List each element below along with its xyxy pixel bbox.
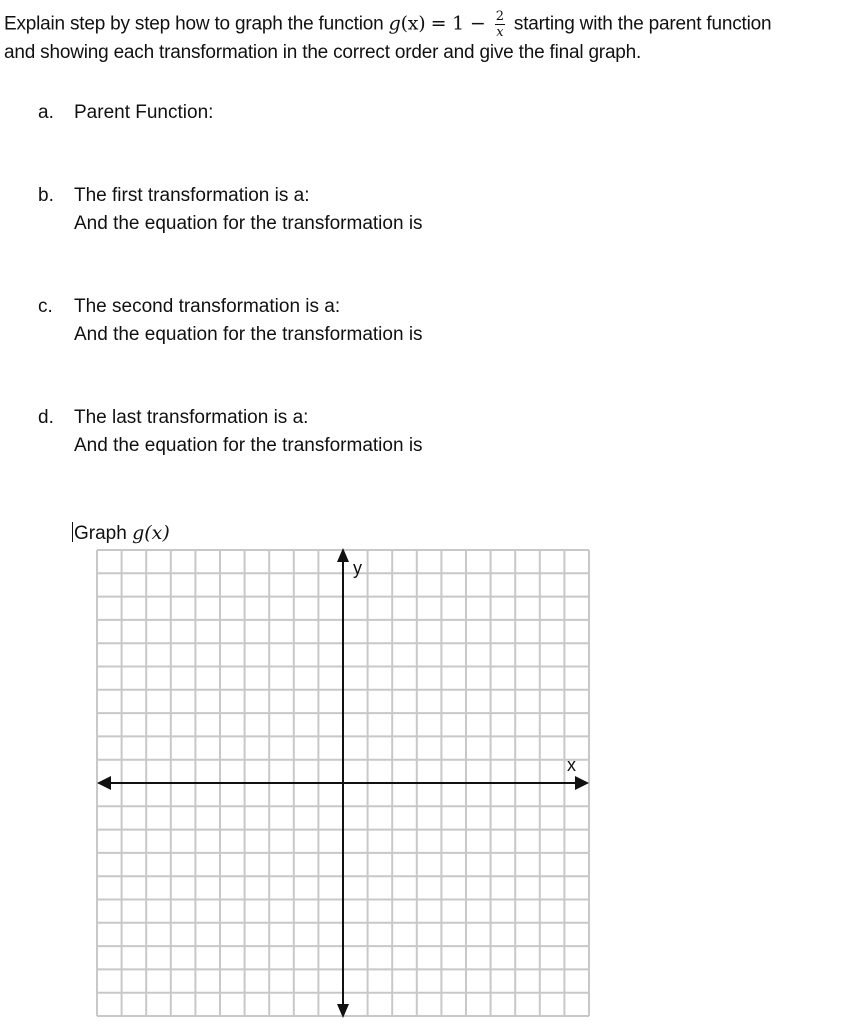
function-equals: = 1 − <box>430 12 486 35</box>
item-d-text: The last transformation is a: <box>74 407 309 428</box>
fraction-denominator: x <box>496 25 504 40</box>
fraction-numerator: 2 <box>495 9 504 24</box>
x-axis-arrow-left-icon <box>97 776 111 790</box>
graph-label-text: Graph <box>74 523 127 544</box>
item-a-marker: a. <box>38 102 54 123</box>
function-name: g <box>388 12 401 35</box>
item-b-text: The first transformation is a: <box>74 185 310 206</box>
function-variable: (x) <box>400 12 426 35</box>
graph-label-function: g(x) <box>132 522 170 544</box>
item-b-marker: b. <box>38 185 54 206</box>
item-a-text: Parent Function: <box>74 102 214 123</box>
item-d-marker: d. <box>38 407 54 428</box>
question-line-2: and showing each transformation in the correct order and give the final graph. <box>4 42 642 63</box>
question-continuation: starting with the parent function <box>513 13 772 35</box>
item-d-equation-text: And the equation for the transformation is <box>74 435 423 456</box>
x-axis-arrow-right-icon <box>575 776 589 790</box>
item-c-marker: c. <box>38 296 53 317</box>
y-axis-label: y <box>353 558 362 578</box>
item-c-text: The second transformation is a: <box>74 296 341 317</box>
item-c-equation-text: And the equation for the transformation is <box>74 324 423 345</box>
x-axis-label: x <box>567 755 576 775</box>
item-b-equation-text: And the equation for the transformation is <box>74 213 423 234</box>
question-intro: Explain step by step how to graph the function <box>4 13 384 35</box>
